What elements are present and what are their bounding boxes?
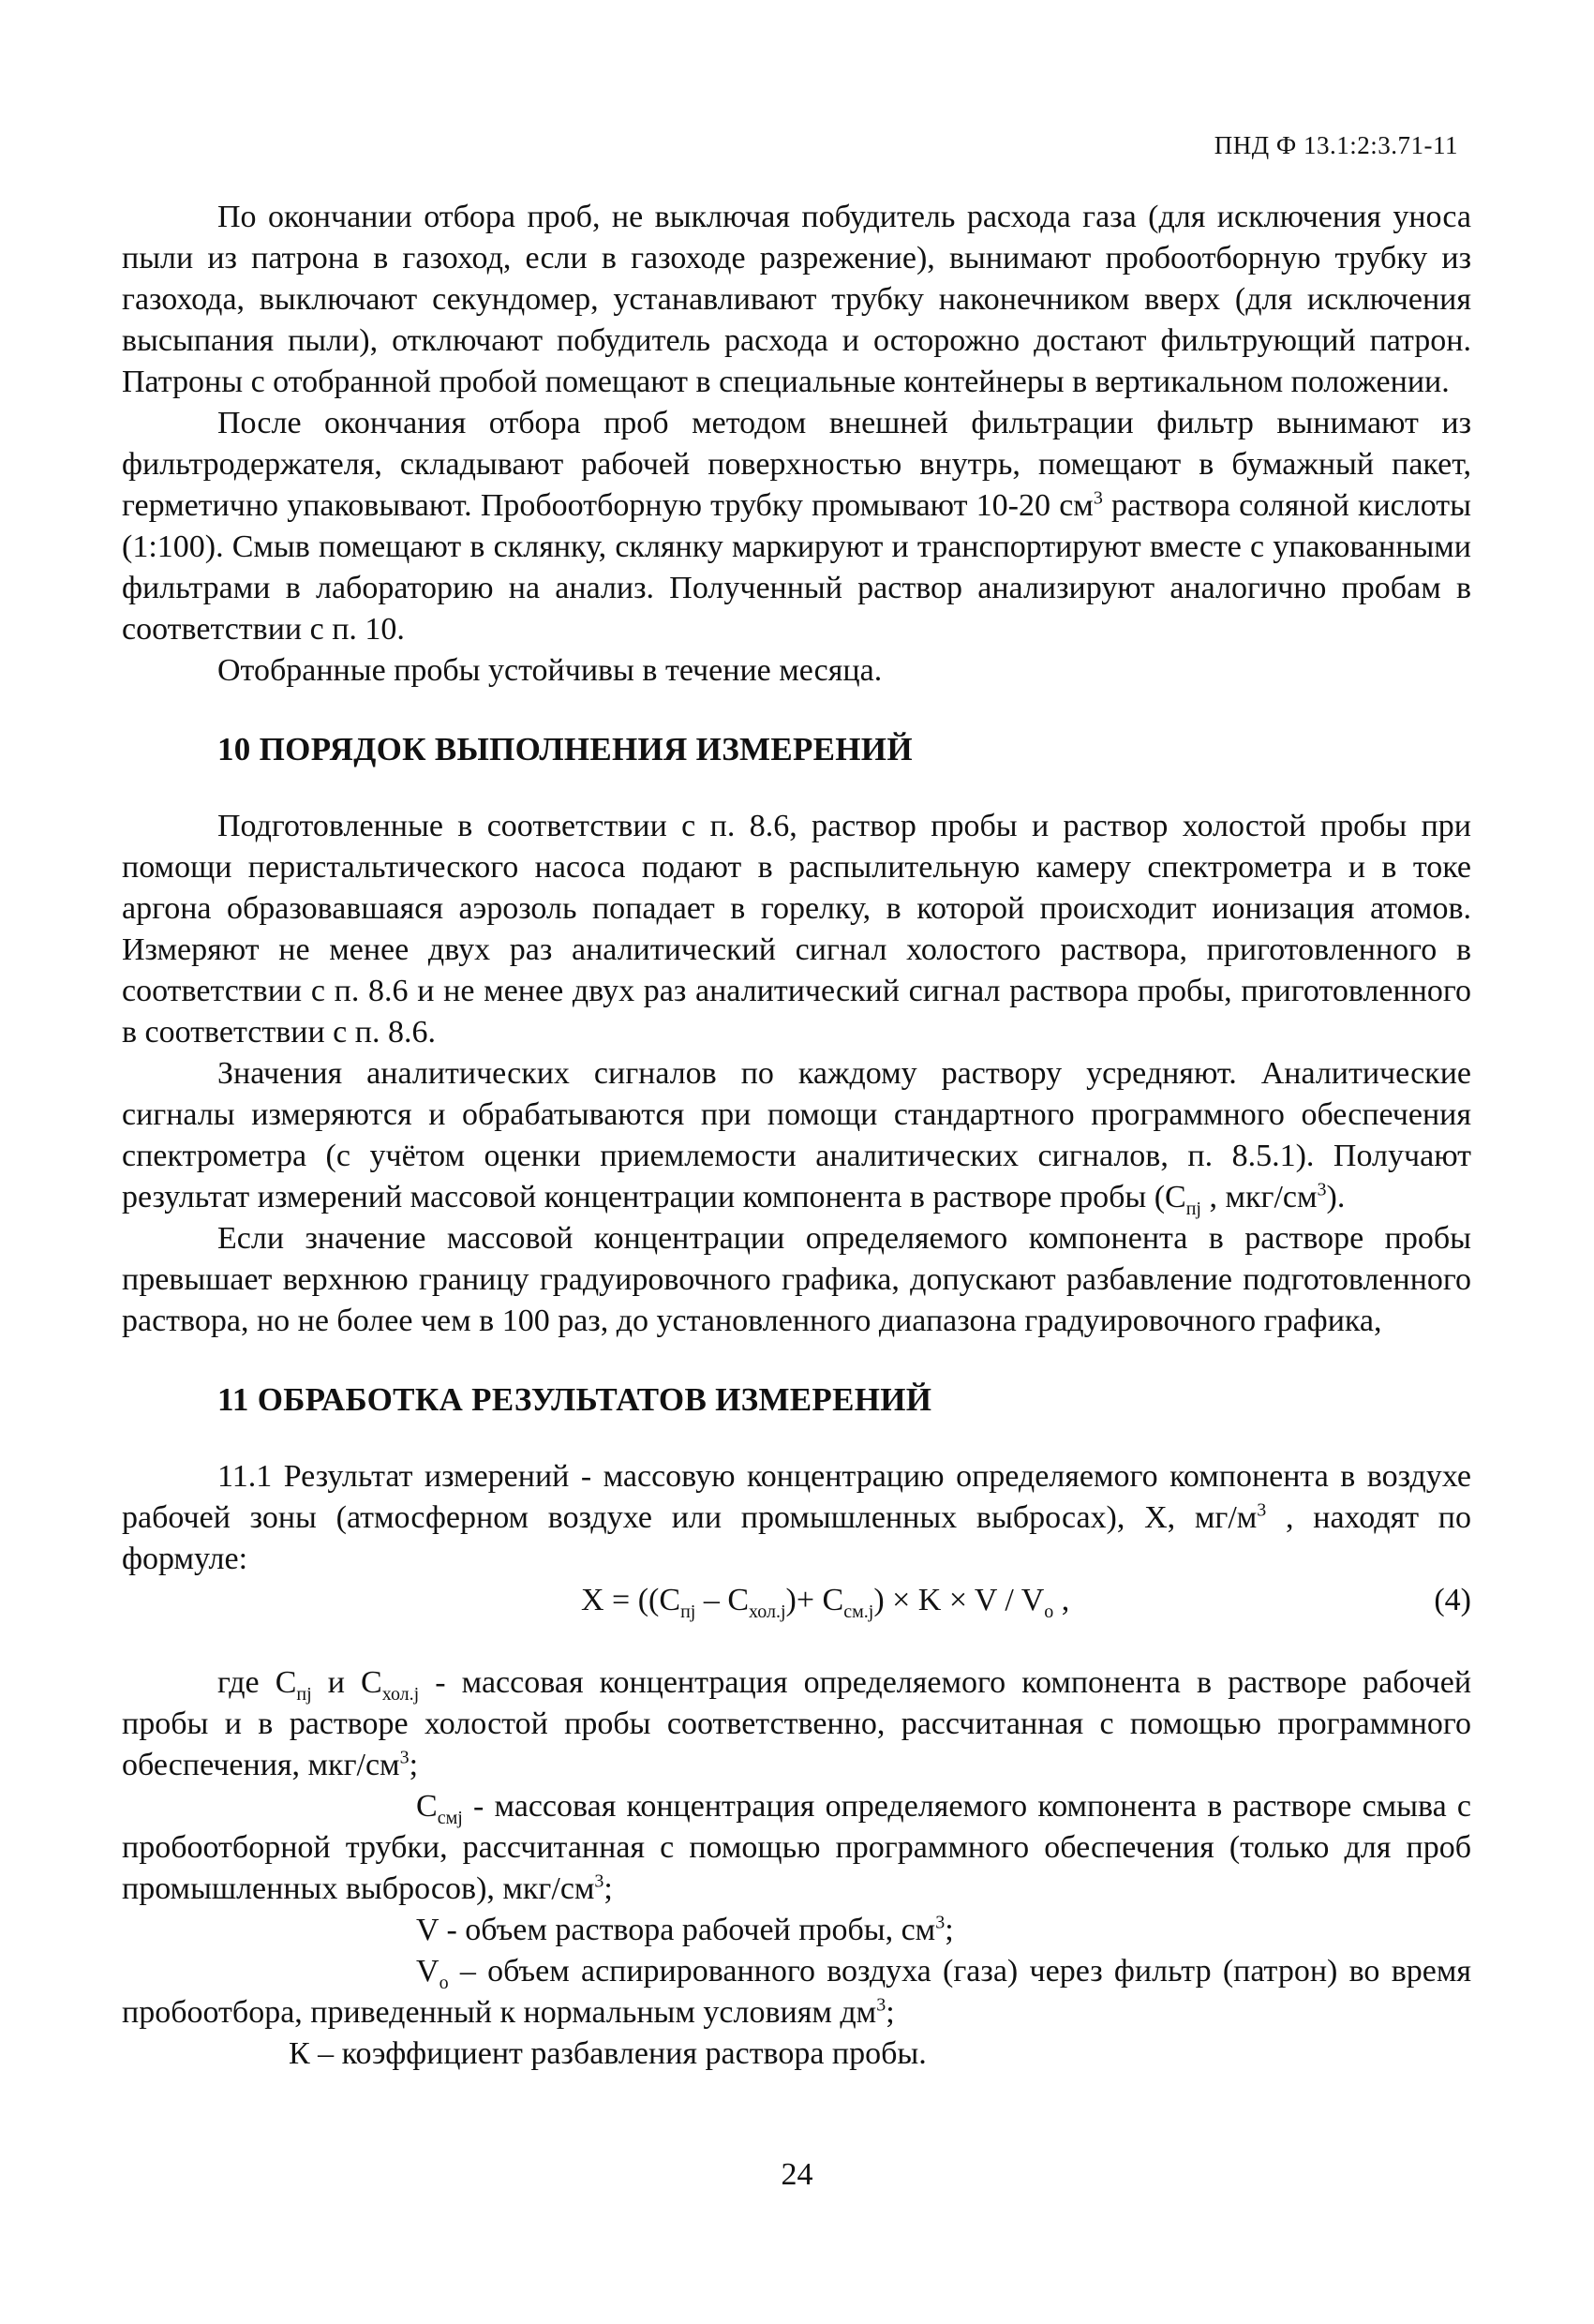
- formula-number: (4): [1434, 1583, 1471, 1617]
- paragraph-external-filtration: После окончания отбора проб методом внешней фильтрации фильтр вынимают из фильтродержателя, складывают рабочей поверхностью внутрь, помещают в бумажный пакет, герметично упаковывают. Пробоотборную трубку промывают 10-20 $см^3$ раствора соляной кислоты (1:100). Смыв помещают в склянку, склянку маркируют и транспортируют вместе с упакованными фильтрами в лабораторию на анализ. Полученный раствор анализируют аналогично пробам в соответствии с п. 10.: [122, 406, 1471, 647]
- page-content: [122, 197, 1471, 2075]
- definition-cpj-cxol: где $С_{пj}$ и $С_{хол.j}$ - массовая концентрация определяемого компонента в растворе рабочей пробы и в растворе холостой пробы соответственно, рассчитанная с помощью программного обеспечения, мкг/$см^3$;: [122, 1665, 1472, 1782]
- section-heading-11: 11 ОБРАБОТКА РЕЗУЛЬТАТОВ ИЗМЕРЕНИЙ: [217, 1381, 932, 1418]
- paragraph-signal-averaging: Значения аналитических сигналов по каждому раствору усредняют. Аналитические сигналы измеряются и обрабатываются при помощи стандартного программного обеспечения спектрометра (с учётом оценки приемлемости аналитических сигналов, п. 8.5.1). Получают результат измерений массовой концентрации компонента в растворе пробы ($С_{пj}$ , мкг/$см^3$).: [122, 1056, 1471, 1219]
- paragraph-cartridge-removal: По окончании отбора проб, не выключая побудитель расхода газа (для исключения уноса пыли из патрона в газоход, если в газоходе разрежение), вынимают пробоотборную трубку из газохода, выключают секундомер, устанавливают трубку наконечником вверх (для исключения высыпания пыли), отключают побудитель расхода и осторожно достают фильтрующий патрон. Патроны с отобранной пробой помещают в специальные контейнеры в вертикальном положении.: [122, 200, 1471, 399]
- document-code: ПНД Ф 13.1:2:3.71-11: [1214, 131, 1458, 159]
- page-number: 24: [781, 2157, 813, 2192]
- spacer: [122, 1623, 1471, 1662]
- formula-row: [122, 1580, 1471, 1623]
- paragraph-result-definition: 11.1 Результат измерений - массовую концентрацию определяемого компонента в воздухе рабочей зоны (атмосферном воздухе или промышленных выбросах), Х, $мг/м^3$ , находят по формуле:: [122, 1459, 1471, 1576]
- paragraph-measurement-procedure: Подготовленные в соответствии с п. 8.6, раствор пробы и раствор холостой пробы при помощи перистальтического насоса подают в распылительную камеру спектрометра и в токе аргона образовавшаяся аэрозоль попадает в горелку, в которой происходит ионизация атомов. Измеряют не менее двух раз аналитический сигнал холостого раствора, приготовленного в соответствии с п. 8.6 и не менее двух раз аналитический сигнал раствора пробы, приготовленного в соответствии с п. 8.6.: [122, 809, 1471, 1050]
- section-heading-10: 10 ПОРЯДОК ВЫПОЛНЕНИЯ ИЗМЕРЕНИЙ: [217, 731, 913, 767]
- definition-csm: $С_{смj}$ - массовая концентрация определяемого компонента в растворе смыва с пробоотборной трубки, рассчитанная с помощью программного обеспечения (только для проб промышленных выбросов), мкг/$см^3$;: [122, 1789, 1471, 1906]
- paragraph-sample-stability: Отобранные пробы устойчивы в течение месяца.: [217, 653, 883, 688]
- definition-v0: $V_о$ – объем аспирированного воздуха (газа) через фильтр (патрон) во время пробоотбора, приведенный к нормальным условиям $дм^3$;: [122, 1954, 1471, 2030]
- formula: $X = ((C_{пj} - C_{хол.j})+ C_{см.j}) \times K \times V / V_o$ ,: [581, 1583, 1070, 1622]
- paragraph-dilution: Если значение массовой концентрации определяемого компонента в растворе пробы превышает верхнюю границу градуировочного графика, допускают разбавление подготовленного раствора, но не более чем в 100 раз, до установленного диапазона градуировочного графика,: [122, 1221, 1471, 1338]
- definition-v: V - объем раствора рабочей пробы, $см^3$;: [416, 1912, 954, 1947]
- definition-k: К – коэффициент разбавления раствора пробы.: [289, 2036, 927, 2071]
